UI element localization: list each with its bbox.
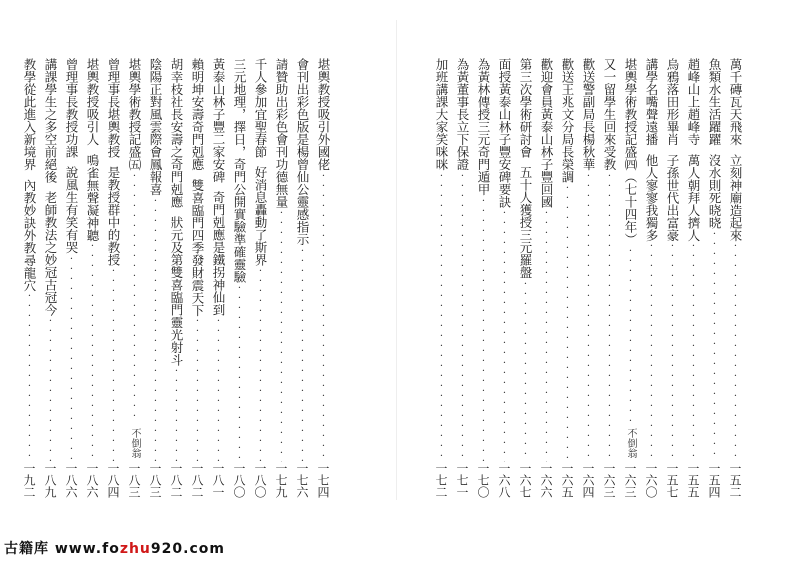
toc-subtitle: 他人寥寥我獨多 bbox=[644, 153, 659, 241]
toc-entry bbox=[475, 58, 491, 498]
watermark-url: www.fozhu920.com bbox=[54, 541, 225, 557]
toc-entry bbox=[315, 58, 331, 498]
page-number: 一六五 bbox=[560, 462, 574, 498]
toc-entry bbox=[147, 58, 163, 498]
leader-dots bbox=[559, 183, 575, 462]
page-number: 一五二 bbox=[728, 462, 742, 498]
leader-dots bbox=[580, 171, 596, 463]
toc-entry bbox=[601, 58, 617, 498]
toc-entry bbox=[685, 58, 701, 498]
page-number: 一六三 bbox=[623, 462, 637, 498]
toc-entry bbox=[63, 58, 79, 498]
page-number: 一六六 bbox=[539, 462, 553, 498]
leader-dots bbox=[454, 171, 470, 463]
toc-title: 請贊助出彩色會刊功德無量 bbox=[274, 58, 289, 208]
toc-title: 胡幸枝社長安壽之奇門剋應 bbox=[169, 58, 184, 208]
leader-dots bbox=[294, 246, 310, 463]
leader-dots bbox=[475, 196, 491, 463]
leader-dots bbox=[727, 241, 743, 462]
page-gutter bbox=[396, 20, 397, 500]
page-number: 一五四 bbox=[707, 462, 721, 498]
leader-dots bbox=[433, 171, 449, 463]
toc-entry bbox=[294, 58, 310, 498]
page-number: 一八三 bbox=[148, 462, 162, 498]
toc-entry bbox=[727, 58, 743, 498]
left-page bbox=[0, 0, 396, 561]
toc-title: 教學從此進入新境界 bbox=[22, 58, 37, 171]
leader-dots bbox=[496, 208, 512, 462]
leader-dots bbox=[252, 266, 268, 462]
toc-entry bbox=[231, 58, 247, 498]
toc-subtitle: 狀元及第雙喜臨門靈光射斗 bbox=[169, 216, 184, 366]
page-number: 一八三 bbox=[127, 462, 141, 498]
toc-title: 千人參加宜聖春節 bbox=[253, 58, 268, 158]
leader-dots bbox=[42, 316, 58, 462]
toc-entry bbox=[454, 58, 470, 498]
toc-entry bbox=[273, 58, 289, 498]
toc-subtitle: 立刻神廟造起來 bbox=[728, 153, 743, 241]
toc-title: 堪輿教授吸引外國佬 bbox=[316, 58, 331, 171]
toc-subtitle: 雙喜臨門四季發財震天下 bbox=[190, 178, 205, 316]
page-number: 一六三 bbox=[602, 462, 616, 498]
toc-title: 堪輿學術教授記盛㈤ bbox=[127, 58, 142, 171]
leader-dots bbox=[210, 316, 226, 462]
toc-title: 曾理事長教授功課 bbox=[64, 58, 79, 158]
toc-subtitle: 奇門剋應是鐵拐神仙到 bbox=[211, 191, 226, 316]
toc-entry bbox=[664, 58, 680, 498]
toc-title: 烏鴉落田形畢肖 bbox=[665, 58, 680, 146]
leader-dots bbox=[706, 229, 722, 463]
toc-title: 堪輿學術教授記盛㈣（七十四年） bbox=[623, 58, 638, 246]
page-number: 一八二 bbox=[169, 462, 183, 498]
page-number: 一六四 bbox=[581, 462, 595, 498]
page-number: 一六八 bbox=[497, 462, 511, 498]
toc-subtitle: 好消息轟動了斯界 bbox=[253, 166, 268, 266]
page-number: 一八六 bbox=[64, 462, 78, 498]
leader-dots bbox=[315, 171, 331, 463]
leader-dots bbox=[664, 241, 680, 462]
toc-entry bbox=[538, 58, 554, 498]
toc-title: 又一留學生回來受教 bbox=[602, 58, 617, 171]
toc-subtitle: 五十人獲授三元羅盤 bbox=[518, 166, 533, 279]
toc-title: 堪輿教授吸引人 bbox=[85, 58, 100, 146]
toc-title: 第三次學術研討會 bbox=[518, 58, 533, 158]
toc-entry bbox=[559, 58, 575, 498]
toc-title: 會刊出彩色版是楊曾仙公靈感指示 bbox=[295, 58, 310, 246]
toc-subtitle: 內教妙訣外教尋龍穴 bbox=[22, 178, 37, 291]
leader-dots bbox=[21, 291, 37, 462]
toc-title: 陰陽正對風雲際會鳳報喜 bbox=[148, 58, 163, 196]
page-number: 一九二 bbox=[22, 462, 36, 498]
toc-title: 歡送王兆文分局長榮調 bbox=[560, 58, 575, 183]
page-number: 一八二 bbox=[190, 462, 204, 498]
toc-subtitle: 是教授群中的教授 bbox=[106, 166, 121, 266]
leader-dots bbox=[126, 171, 142, 423]
watermark-cn: 古籍库 bbox=[4, 541, 49, 557]
toc-title: 三元地理，擇日，奇門公開實驗準確靈驗 bbox=[232, 58, 247, 283]
toc-entry bbox=[42, 58, 58, 498]
toc-title: 歡迎會員黃泰山林子豐回國 bbox=[539, 58, 554, 208]
author-note: 不倒翁 bbox=[625, 428, 636, 458]
page-number: 一五七 bbox=[665, 462, 679, 498]
toc-entry bbox=[189, 58, 205, 498]
leader-dots bbox=[685, 241, 701, 462]
toc-entry bbox=[517, 58, 533, 498]
toc-entry bbox=[622, 58, 638, 498]
toc-entry bbox=[580, 58, 596, 498]
toc-title: 黃泰山林子豐二家安碑 bbox=[211, 58, 226, 183]
page-number: 一七二 bbox=[434, 462, 448, 498]
toc-title: 趙峰山上趙峰寺 bbox=[686, 58, 701, 146]
toc-entry bbox=[643, 58, 659, 498]
toc-title: 加班講課大家笑咪咪 bbox=[434, 58, 449, 171]
leader-dots bbox=[601, 171, 617, 463]
toc-entry bbox=[210, 58, 226, 498]
toc-title: 魚類水生活躍躍 bbox=[707, 58, 722, 146]
toc-entry bbox=[706, 58, 722, 498]
leader-dots bbox=[231, 283, 247, 462]
leader-dots bbox=[517, 279, 533, 463]
page-number: 一八四 bbox=[106, 462, 120, 498]
page-number: 一七一 bbox=[455, 462, 469, 498]
toc-subtitle: 說風生有笑有哭 bbox=[64, 166, 79, 254]
leader-dots bbox=[189, 316, 205, 462]
toc-title: 歡送警副局長楊秋華 bbox=[581, 58, 596, 171]
leader-dots bbox=[147, 196, 163, 463]
page-number: 一七六 bbox=[295, 462, 309, 498]
page-number: 一八〇 bbox=[232, 462, 246, 498]
toc-title: 講學名嘴聲遠播 bbox=[644, 58, 659, 146]
page-number: 一五五 bbox=[686, 462, 700, 498]
site-watermark bbox=[4, 538, 225, 558]
toc-entry bbox=[433, 58, 449, 498]
toc-subtitle: 老師教法之妙冠古冠今 bbox=[43, 191, 58, 316]
toc-title: 萬千磚瓦天飛來 bbox=[728, 58, 743, 146]
page-number: 一八六 bbox=[85, 462, 99, 498]
page-number: 一八九 bbox=[43, 462, 57, 498]
leader-dots bbox=[63, 254, 79, 463]
page-number: 一七九 bbox=[274, 462, 288, 498]
toc-title: 為黃董事長立下保證 bbox=[455, 58, 470, 171]
toc-entry bbox=[252, 58, 268, 498]
right-page bbox=[397, 0, 793, 561]
leader-dots bbox=[622, 246, 638, 423]
toc-entry bbox=[168, 58, 184, 498]
leader-dots bbox=[105, 266, 121, 462]
leader-dots bbox=[643, 241, 659, 462]
page-number: 一七〇 bbox=[476, 462, 490, 498]
toc-entry bbox=[84, 58, 100, 498]
toc-entry bbox=[496, 58, 512, 498]
author-note: 不倒翁 bbox=[129, 428, 140, 458]
toc-title: 賴明坤安壽奇門剋應 bbox=[190, 58, 205, 171]
page-number: 一八〇 bbox=[253, 462, 267, 498]
toc-title: 為黃林傳授三元奇門遁甲 bbox=[476, 58, 491, 196]
toc-subtitle: 鳴雀無聲凝神聽 bbox=[85, 153, 100, 241]
leader-dots bbox=[84, 241, 100, 462]
page-number: 一六〇 bbox=[644, 462, 658, 498]
leader-dots bbox=[538, 208, 554, 462]
leader-dots bbox=[168, 366, 184, 462]
page-number: 一七四 bbox=[316, 462, 330, 498]
page-number: 一八一 bbox=[211, 462, 225, 498]
toc-title: 講課學生之多空前絕後 bbox=[43, 58, 58, 183]
toc-subtitle: 沒水則死晓晓 bbox=[707, 153, 722, 229]
page-number: 一六七 bbox=[518, 462, 532, 498]
leader-dots bbox=[273, 208, 289, 462]
toc-subtitle: 萬人朝拜人擠人 bbox=[686, 153, 701, 241]
toc-title: 曾理事長堪輿教授 bbox=[106, 58, 121, 158]
toc-entry bbox=[126, 58, 142, 498]
toc-subtitle: 子孫世代出富豪 bbox=[665, 153, 680, 241]
toc-title: 面授黃泰山林子豐安碑要訣 bbox=[497, 58, 512, 208]
toc-entry bbox=[105, 58, 121, 498]
toc-entry bbox=[21, 58, 37, 498]
